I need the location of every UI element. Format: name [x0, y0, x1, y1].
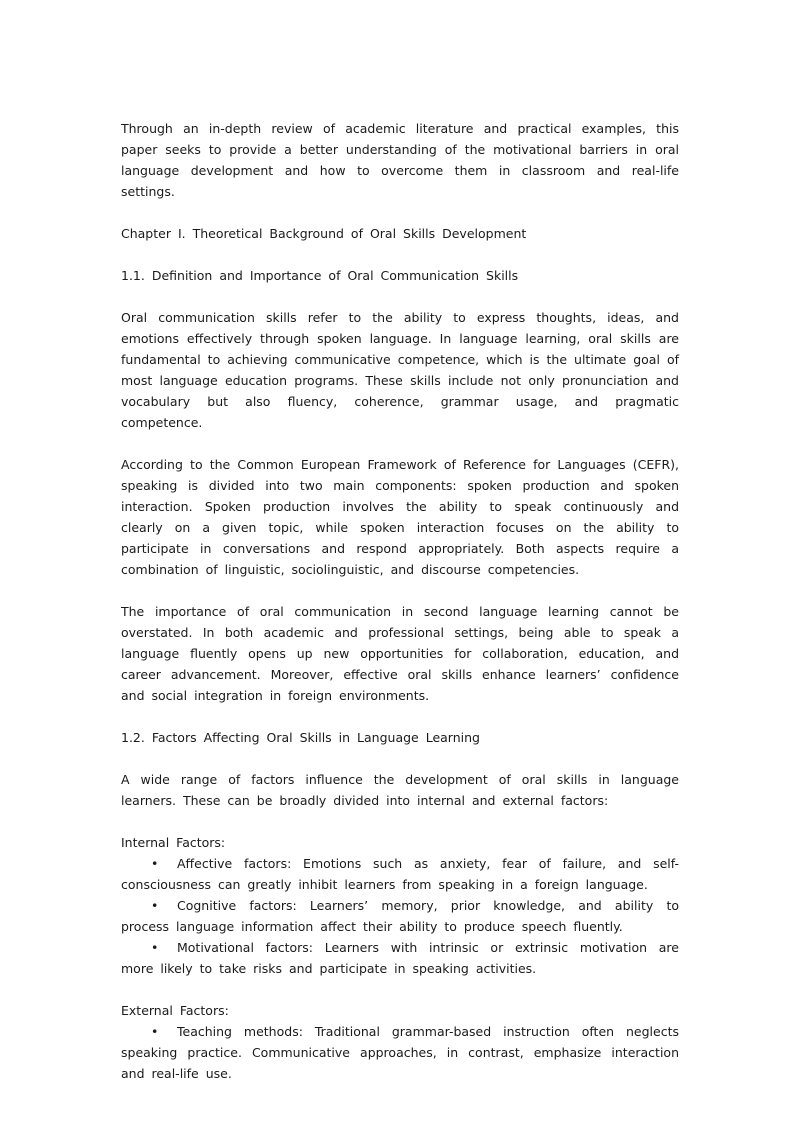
spacer: [121, 433, 679, 454]
section-1-2-heading: 1.2. Factors Affecting Oral Skills in Language Learning: [121, 730, 480, 745]
section-1-1-paragraph-2: According to the Common European Framework of Reference for Languages (CEFR), speaking is divided into two main components: spoken production and spoken interaction. Spoken production involves the ability to speak continuously and clearly on a given topic, while spoken interaction focuses on the ability to participate in conversations and respond appropriately. Both aspects require a combination of linguistic, sociolinguistic, and discourse competencies.: [121, 457, 679, 577]
intro-paragraph: Through an in-depth review of academic literature and practical examples, this paper seeks to provide a better understanding of the motivational barriers in oral language development and how to overcome them in classroom and real-life settings.: [121, 121, 679, 199]
list-item: [121, 937, 679, 979]
list-item: [121, 1021, 679, 1084]
document-body: [121, 118, 679, 1084]
spacer: [121, 580, 679, 601]
list-item-text: Affective factors: Emotions such as anxiety, fear of failure, and self-consciousness can greatly inhibit learners from speaking in a foreign language.: [121, 856, 679, 892]
section-1-1-paragraph-3: The importance of oral communication in second language learning cannot be overstated. In both academic and professional settings, being able to speak a language fluently opens up new opportunities for collaboration, education, and career advancement. Moreover, effective oral skills enhance learners’ confidence and social integration in foreign environments.: [121, 604, 679, 703]
list-item-text: Motivational factors: Learners with intrinsic or extrinsic motivation are more likely to take risks and participate in speaking activities.: [121, 940, 679, 976]
chapter-heading: Chapter I. Theoretical Background of Oral Skills Development: [121, 226, 527, 241]
section-1-2-intro: A wide range of factors influence the development of oral skills in language learners. These can be broadly divided into internal and external factors:: [121, 772, 679, 808]
spacer: [121, 244, 679, 265]
bullet-icon: •: [151, 856, 159, 871]
external-factors-label: External Factors:: [121, 1003, 229, 1018]
list-item: [121, 853, 679, 895]
internal-factors-label: Internal Factors:: [121, 835, 226, 850]
spacer: [121, 286, 679, 307]
spacer: [121, 979, 679, 1000]
spacer: [121, 202, 679, 223]
section-1-1-heading: 1.1. Definition and Importance of Oral Communication Skills: [121, 268, 519, 283]
list-item-text: Teaching methods: Traditional grammar-based instruction often neglects speaking practice. Communicative approaches, in contrast, emphasize interaction and real-life use.: [121, 1024, 679, 1081]
section-1-1-paragraph-1: Oral communication skills refer to the ability to express thoughts, ideas, and emotions effectively through spoken language. In language learning, oral skills are fundamental to achieving communicative competence, which is the ultimate goal of most language education programs. These skills include not only pronunciation and vocabulary but also fluency, coherence, grammar usage, and pragmatic competence.: [121, 310, 679, 430]
list-item: [121, 895, 679, 937]
bullet-icon: •: [151, 898, 159, 913]
bullet-icon: •: [151, 1024, 159, 1039]
spacer: [121, 706, 679, 727]
spacer: [121, 748, 679, 769]
bullet-icon: •: [151, 940, 159, 955]
list-item-text: Cognitive factors: Learners’ memory, prior knowledge, and ability to process language information affect their ability to produce speech fluently.: [121, 898, 679, 934]
spacer: [121, 811, 679, 832]
